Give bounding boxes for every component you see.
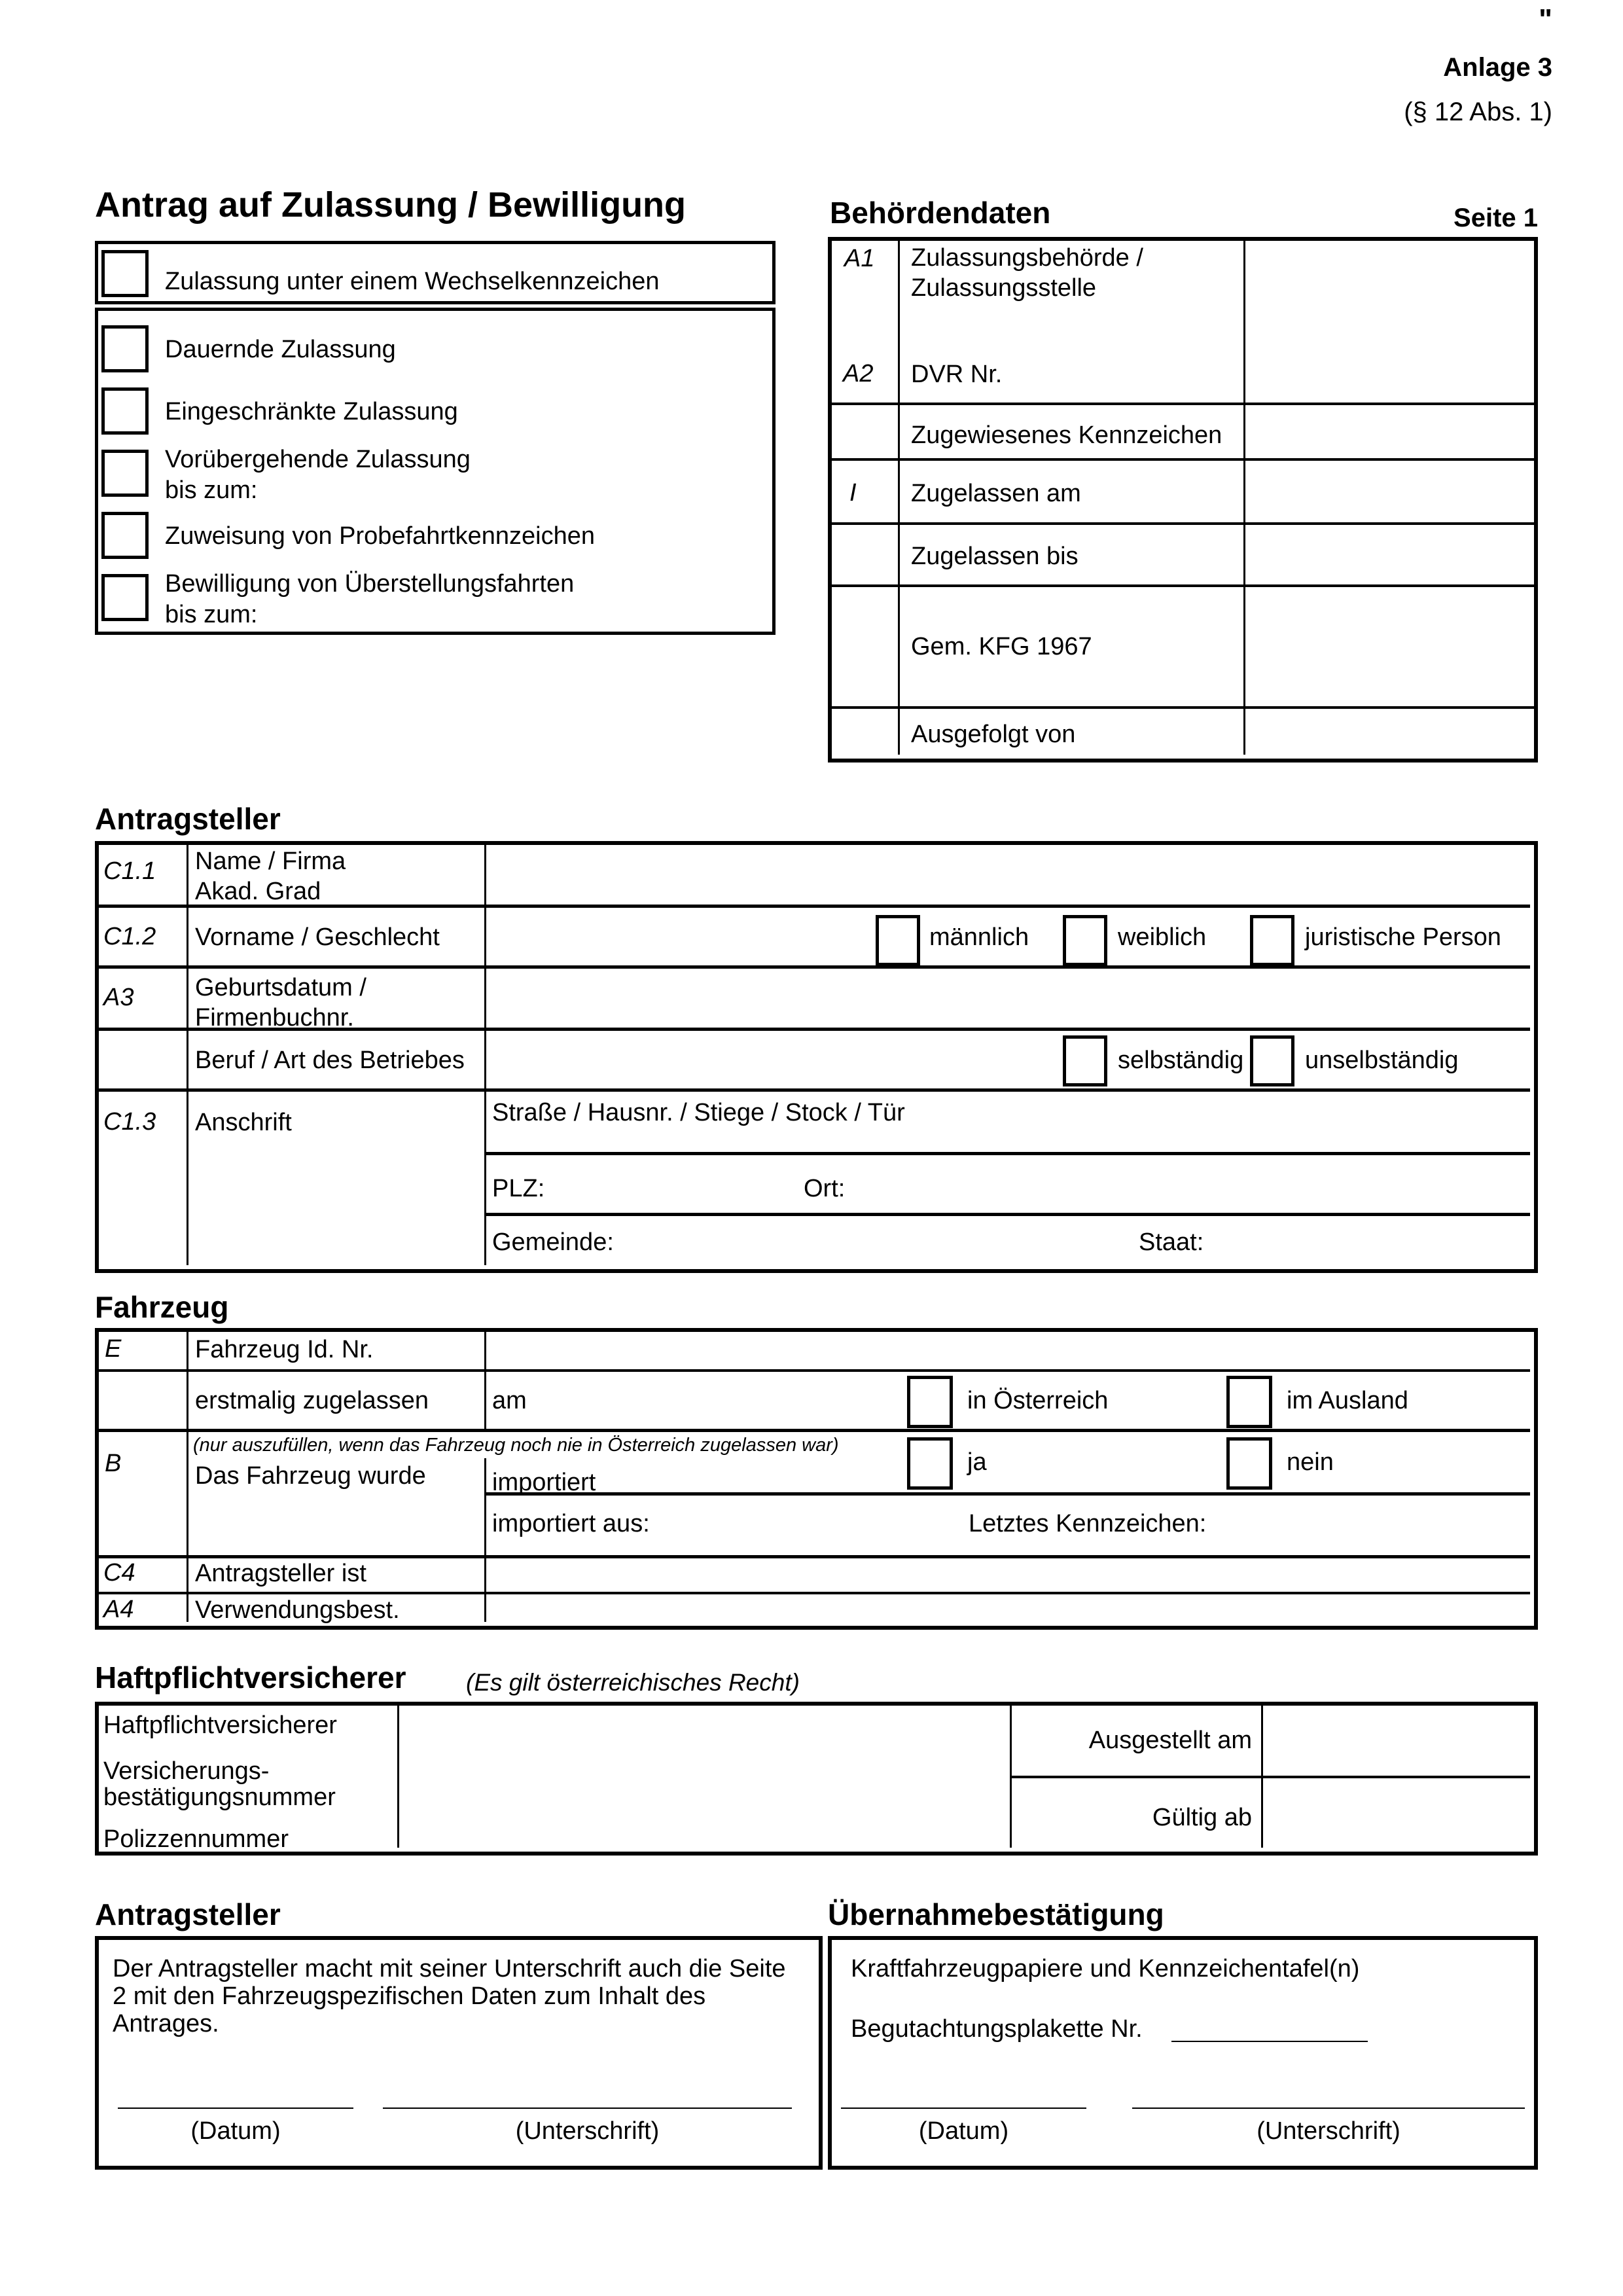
handover-section-title: Übernahmebestätigung (828, 1897, 1164, 1931)
b-note: (nur auszufüllen, wenn das Fahrzeug noch nie in Österreich zugelassen war) (193, 1435, 839, 1456)
declaration-line-1: Der Antragsteller macht mit seiner Unterschrift auch die Seite (113, 1955, 786, 1982)
attachment-label: Anlage 3 (1443, 53, 1552, 82)
haftpflichtversicherer-label: Haftpflichtversicherer (103, 1712, 337, 1739)
anschrift-subrow-line (484, 1152, 1530, 1155)
page-number: Seite 1 (1454, 204, 1538, 232)
wechselkennzeichen-checkbox[interactable] (101, 250, 149, 297)
probefahrt-checkbox[interactable] (101, 512, 149, 559)
authority-row-line (832, 403, 1534, 405)
voruebergehende-bis-zum-label: bis zum: (165, 476, 258, 504)
applicant-code-divider (187, 845, 188, 1265)
signature-section-title: Antragsteller (95, 1897, 281, 1931)
in-oesterreich-label: in Österreich (967, 1387, 1109, 1414)
page-title: Antrag auf Zulassung / Bewilligung (95, 185, 687, 224)
dauernde-zulassung-label: Dauernde Zulassung (165, 336, 396, 363)
insurer-note: (Es gilt österreichisches Recht) (466, 1669, 800, 1696)
importiert-label: importiert (492, 1469, 596, 1496)
firmenbuchnr-label: Firmenbuchnr. (195, 1004, 354, 1031)
importiert-aus-label: importiert aus: (492, 1510, 650, 1537)
declaration-line-2: 2 mit den Fahrzeugspezifischen Daten zum Inhalt des (113, 1982, 706, 2010)
authority-section-title: Behördendaten (830, 196, 1051, 230)
fahrzeug-id-label: Fahrzeug Id. Nr. (195, 1336, 374, 1363)
juristische-person-label: juristische Person (1305, 924, 1501, 951)
antragsteller-ist-label: Antragsteller ist (195, 1560, 366, 1587)
vehicle-value-divider-bottom (484, 1458, 486, 1622)
weiblich-checkbox[interactable] (1063, 915, 1107, 966)
field-code-a2: A2 (843, 360, 874, 387)
applicant-row-line (99, 965, 1530, 969)
verwendungsbest-label: Verwendungsbest. (195, 1596, 400, 1624)
authority-row-line (832, 522, 1534, 525)
weiblich-label: weiblich (1118, 924, 1207, 951)
applicant-value-divider (484, 845, 486, 1265)
selbstaendig-checkbox[interactable] (1063, 1035, 1107, 1086)
letztes-kennzeichen-label: Letztes Kennzeichen: (969, 1510, 1207, 1537)
geburtsdatum-label: Geburtsdatum / (195, 974, 366, 1001)
bestaetigungsnummer-label: bestätigungsnummer (103, 1784, 336, 1811)
ort-label: Ort: (804, 1175, 846, 1202)
field-code-i: I (849, 479, 857, 507)
kraftfahrzeugpapiere-label: Kraftfahrzeugpapiere und Kennzeichentafel(n) (851, 1955, 1360, 1982)
wechselkennzeichen-label: Zulassung unter einem Wechselkennzeichen (165, 268, 660, 295)
vehicle-row-line (99, 1369, 1530, 1372)
polizzennummer-label: Polizzennummer (103, 1825, 289, 1853)
vehicle-row-line (99, 1429, 1530, 1432)
plakette-nr-line[interactable] (1171, 2041, 1368, 2042)
gemeinde-label: Gemeinde: (492, 1229, 614, 1256)
field-code-c12: C1.2 (103, 923, 156, 950)
zugelassen-am-label: Zugelassen am (911, 480, 1081, 507)
juristische-person-checkbox[interactable] (1250, 915, 1294, 966)
declaration-line-3: Antrages. (113, 2010, 219, 2037)
insurer-section-title: Haftpflichtversicherer (95, 1660, 406, 1695)
authority-code-divider (898, 241, 900, 755)
handover-signature-line[interactable] (1132, 2108, 1525, 2109)
vorname-geschlecht-label: Vorname / Geschlecht (195, 924, 440, 951)
versicherungs-label: Versicherungs- (103, 1757, 270, 1785)
anschrift-label: Anschrift (195, 1109, 292, 1136)
staat-label: Staat: (1139, 1229, 1204, 1256)
zulassungsbehoerde-label-line1: Zulassungsbehörde / (911, 244, 1143, 272)
field-code-c4: C4 (103, 1559, 135, 1587)
dvr-nr-label: DVR Nr. (911, 361, 1003, 388)
maennlich-checkbox[interactable] (876, 915, 920, 966)
eingeschraenkte-zulassung-checkbox[interactable] (101, 387, 149, 435)
field-code-b: B (105, 1450, 122, 1477)
im-ausland-label: im Ausland (1287, 1387, 1408, 1414)
field-code-a4: A4 (103, 1596, 134, 1623)
field-code-c13: C1.3 (103, 1108, 156, 1136)
applicant-section-title: Antragsteller (95, 802, 281, 836)
ueberstellungsfahrt-checkbox[interactable] (101, 574, 149, 621)
zugelassen-bis-label: Zugelassen bis (911, 543, 1079, 570)
name-firma-label: Name / Firma (195, 848, 346, 875)
begutachtungsplakette-label: Begutachtungsplakette Nr. (851, 2015, 1143, 2043)
signature-line[interactable] (383, 2108, 792, 2109)
plz-label: PLZ: (492, 1175, 545, 1202)
vehicle-section-title: Fahrzeug (95, 1290, 229, 1324)
vehicle-row-line (99, 1555, 1530, 1558)
authority-row-line (832, 706, 1534, 709)
zulassungsbehoerde-label-line2: Zulassungsstelle (911, 274, 1097, 302)
das-fahrzeug-wurde-label: Das Fahrzeug wurde (195, 1462, 426, 1490)
vehicle-row-line (99, 1592, 1530, 1594)
authority-row-line (832, 458, 1534, 461)
erstmalig-zugelassen-label: erstmalig zugelassen (195, 1387, 429, 1414)
in-oesterreich-checkbox[interactable] (907, 1376, 953, 1428)
selbstaendig-label: selbständig (1118, 1047, 1244, 1074)
dauernde-zulassung-checkbox[interactable] (101, 325, 149, 372)
ueberstellungsfahrt-label: Bewilligung von Überstellungsfahrten (165, 570, 575, 598)
handover-signature-caption: (Unterschrift) (1257, 2117, 1400, 2145)
date-signature-line[interactable] (118, 2108, 353, 2109)
date-caption: (Datum) (190, 2117, 281, 2145)
quote-mark: " (1539, 3, 1552, 35)
kfg-label: Gem. KFG 1967 (911, 633, 1092, 660)
anschrift-subrow-line (484, 1213, 1530, 1216)
applicant-row-line (99, 1088, 1530, 1092)
vehicle-subrow-line (484, 1492, 1530, 1496)
importiert-ja-checkbox[interactable] (907, 1437, 953, 1490)
eingeschraenkte-zulassung-label: Eingeschränkte Zulassung (165, 398, 458, 425)
field-code-e: E (105, 1335, 122, 1363)
am-label: am (492, 1387, 527, 1414)
signature-caption: (Unterschrift) (515, 2117, 660, 2145)
voruebergehende-zulassung-label: Vorübergehende Zulassung (165, 446, 471, 473)
vehicle-code-divider (187, 1332, 188, 1622)
ausgefolgt-von-label: Ausgefolgt von (911, 721, 1076, 748)
insurer-right-row-line (1010, 1776, 1530, 1778)
importiert-nein-label: nein (1287, 1448, 1334, 1476)
probefahrt-label: Zuweisung von Probefahrtkennzeichen (165, 522, 595, 550)
field-code-a3: A3 (103, 984, 134, 1011)
zugewiesenes-kennzeichen-label: Zugewiesenes Kennzeichen (911, 422, 1222, 449)
paragraph-reference: (§ 12 Abs. 1) (1404, 98, 1552, 126)
voruebergehende-zulassung-checkbox[interactable] (101, 450, 149, 497)
strasse-label: Straße / Hausnr. / Stiege / Stock / Tür (492, 1099, 905, 1126)
handover-date-caption: (Datum) (918, 2117, 1009, 2145)
beruf-label: Beruf / Art des Betriebes (195, 1047, 465, 1074)
handover-date-line[interactable] (841, 2108, 1086, 2109)
akad-grad-label: Akad. Grad (195, 878, 321, 905)
field-code-a1: A1 (844, 245, 875, 272)
authority-value-divider (1243, 241, 1245, 755)
gueltig-ab-label: Gültig ab (1152, 1804, 1252, 1831)
importiert-ja-label: ja (967, 1448, 987, 1476)
ueberstellung-bis-zum-label: bis zum: (165, 601, 258, 628)
field-code-c11: C1.1 (103, 857, 156, 885)
im-ausland-checkbox[interactable] (1226, 1376, 1272, 1428)
importiert-nein-checkbox[interactable] (1226, 1437, 1272, 1490)
unselbstaendig-checkbox[interactable] (1250, 1035, 1294, 1086)
unselbstaendig-label: unselbständig (1305, 1047, 1459, 1074)
ausgestellt-am-label: Ausgestellt am (1088, 1727, 1252, 1754)
authority-row-line (832, 584, 1534, 587)
maennlich-label: männlich (929, 924, 1029, 951)
insurer-divider-1 (397, 1706, 399, 1848)
vehicle-value-divider-top (484, 1332, 486, 1429)
